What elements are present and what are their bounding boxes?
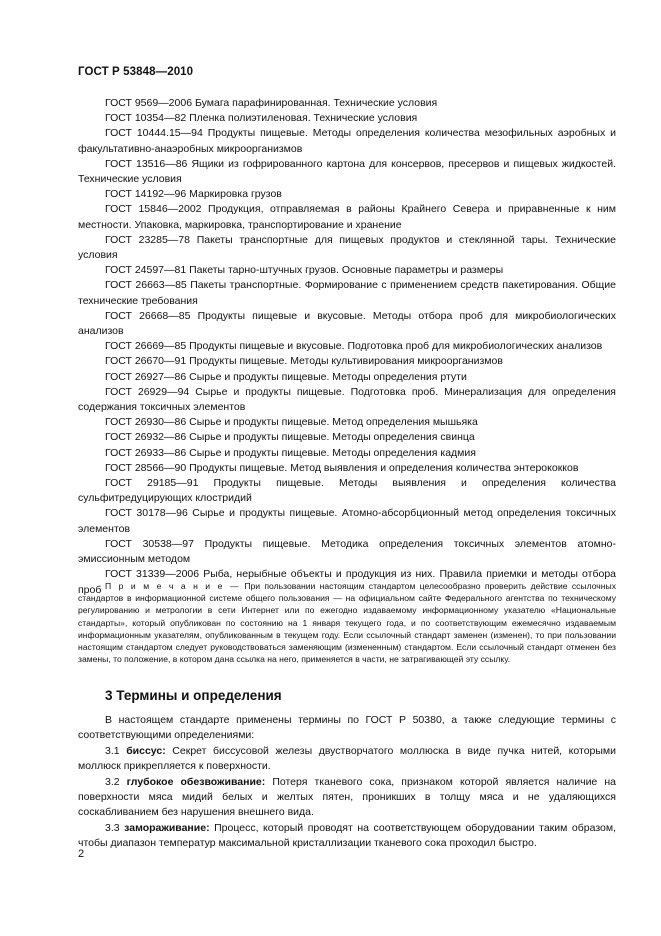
term-name: глубокое обезвоживание: xyxy=(126,775,266,788)
reference-item: ГОСТ 23285—78 Пакеты транспортные для пищевых продуктов и стеклянной тары. Технические условия xyxy=(78,233,616,262)
document-header: ГОСТ Р 53848—2010 xyxy=(78,66,194,78)
section-title: 3 Термины и определения xyxy=(105,688,282,703)
reference-item: ГОСТ 26930—86 Сырье и продукты пищевые. Метод определения мышьяка xyxy=(105,416,478,429)
section-intro: В настоящем стандарте применены термины по ГОСТ Р 50380, а также следующие термины с соответствующими определениями: xyxy=(78,714,616,742)
reference-item: ГОСТ 10354—82 Пленка полиэтиленовая. Технические условия xyxy=(105,112,418,125)
reference-item: ГОСТ 26670—91 Продукты пищевые. Методы культивирования микроорганизмов xyxy=(105,355,503,368)
reference-item: ГОСТ 24597—81 Пакеты тарно-штучных грузов. Основные параметры и размеры xyxy=(105,264,504,277)
reference-item: ГОСТ 26927—86 Сырье и продукты пищевые. Методы определения ртути xyxy=(105,370,467,383)
term-number: 3.1 xyxy=(105,744,127,757)
note-paragraph xyxy=(78,580,616,665)
reference-item: ГОСТ 29185—91 Продукты пищевые. Методы выявления и определения количества сульфитредуцирующих клостридий xyxy=(78,477,616,505)
terms-section xyxy=(78,713,616,852)
term-definition: Потеря тканевого сока, признаком которой является наличие на поверхности мяса мидий белых и желтых пятен, проникших в толщу мяса и не удаляющихся соскабливанием без нарушения внешнего вида. xyxy=(78,775,616,819)
term-definition: Процесс, который проводят на соответствующем оборудовании таким образом, чтобы диапазон температур максимальной кристаллизации тканевого сока проходил быстро. xyxy=(78,821,616,850)
reference-item: ГОСТ 13516—86 Ящики из гофрированного картона для консервов, пресервов и пищевых жидкостей. Технические условия xyxy=(78,157,616,186)
note-label: П р и м е ч а н и е — xyxy=(105,581,241,591)
page-number: 2 xyxy=(78,848,85,860)
reference-item: ГОСТ 15846—2002 Продукция, отправляемая в районы Крайнего Севера и приравненные к ним местности. Упаковка, маркировка, транспортирование и хранение xyxy=(78,203,616,231)
note-text: При пользовании настоящим стандартом целесообразно проверить действие ссылочных стандартов в информационной системе общего пользования — на официальном сайте Федерального агентства по техническому регулированию и метрологии в сети Интернет или по ежегодно издаваемому информационному указателю «Национальные стандарты», который опубликован по состоянию на 1 января текущего года, и по соответствующим ежемесячно издаваемым информационным указателям, опубликованным в текущем году. Если ссылочный стандарт заменен (изменен), то при пользовании настоящим стандартом следует руководствоваться заменяющим (измененным) стандартом. Если ссылочный стандарт отменен без замены, то положение, в котором дана ссылка на него, применяется в части, не затрагивающей эту ссылку. xyxy=(78,581,616,665)
reference-item: ГОСТ 26932—86 Сырье и продукты пищевые. Методы определения свинца xyxy=(105,431,475,444)
term-number: 3.3 xyxy=(105,821,125,834)
reference-item: ГОСТ 26929—94 Сырье и продукты пищевые. Подготовка проб. Минерализация для определения содержания токсичных элементов xyxy=(78,385,616,414)
reference-item: ГОСТ 9569—2006 Бумага парафинированная. Технические условия xyxy=(105,97,438,109)
reference-item: ГОСТ 10444.15—94 Продукты пищевые. Методы определения количества мезофильных аэробных и факультативно-анаэробных микроорганизмов xyxy=(78,127,616,155)
reference-item: ГОСТ 26668—85 Продукты пищевые и вкусовые. Методы отбора проб для микробиологических анализов xyxy=(78,309,616,338)
term-name: биссус: xyxy=(126,744,166,757)
reference-item: ГОСТ 30178—96 Сырье и продукты пищевые. Атомно-абсорбционный метод определения токсичных элементов xyxy=(78,507,616,535)
reference-item: ГОСТ 14192—96 Маркировка грузов xyxy=(105,188,282,201)
normative-references-list xyxy=(78,96,616,598)
term-number: 3.2 xyxy=(105,775,127,788)
term-name: замораживание: xyxy=(124,821,210,834)
term-entry xyxy=(78,775,616,821)
term-entry xyxy=(78,744,616,775)
term-entry xyxy=(78,821,616,852)
reference-item: ГОСТ 31339—2006 Рыба, нерыбные объекты и продукция из них. Правила приемки и методы отбора проб xyxy=(78,568,616,596)
reference-item: ГОСТ 28566—90 Продукты пищевые. Метод выявления и определения количества энтерококков xyxy=(105,461,579,474)
reference-item: ГОСТ 26669—85 Продукты пищевые и вкусовые. Подготовка проб для микробиологических анализов xyxy=(105,340,603,353)
reference-item: ГОСТ 30538—97 Продукты пищевые. Методика определения токсичных элементов атомно-эмиссионным методом xyxy=(78,537,616,566)
reference-item: ГОСТ 26933—86 Сырье и продукты пищевые. Методы определения кадмия xyxy=(105,446,476,459)
term-definition: Секрет биссусовой железы двустворчатого моллюска в виде пучка нитей, которыми моллюск прикрепляется к поверхности. xyxy=(78,744,616,773)
reference-item: ГОСТ 26663—85 Пакеты транспортные. Формирование с применением средств пакетирования. Общие технические требования xyxy=(78,279,616,307)
